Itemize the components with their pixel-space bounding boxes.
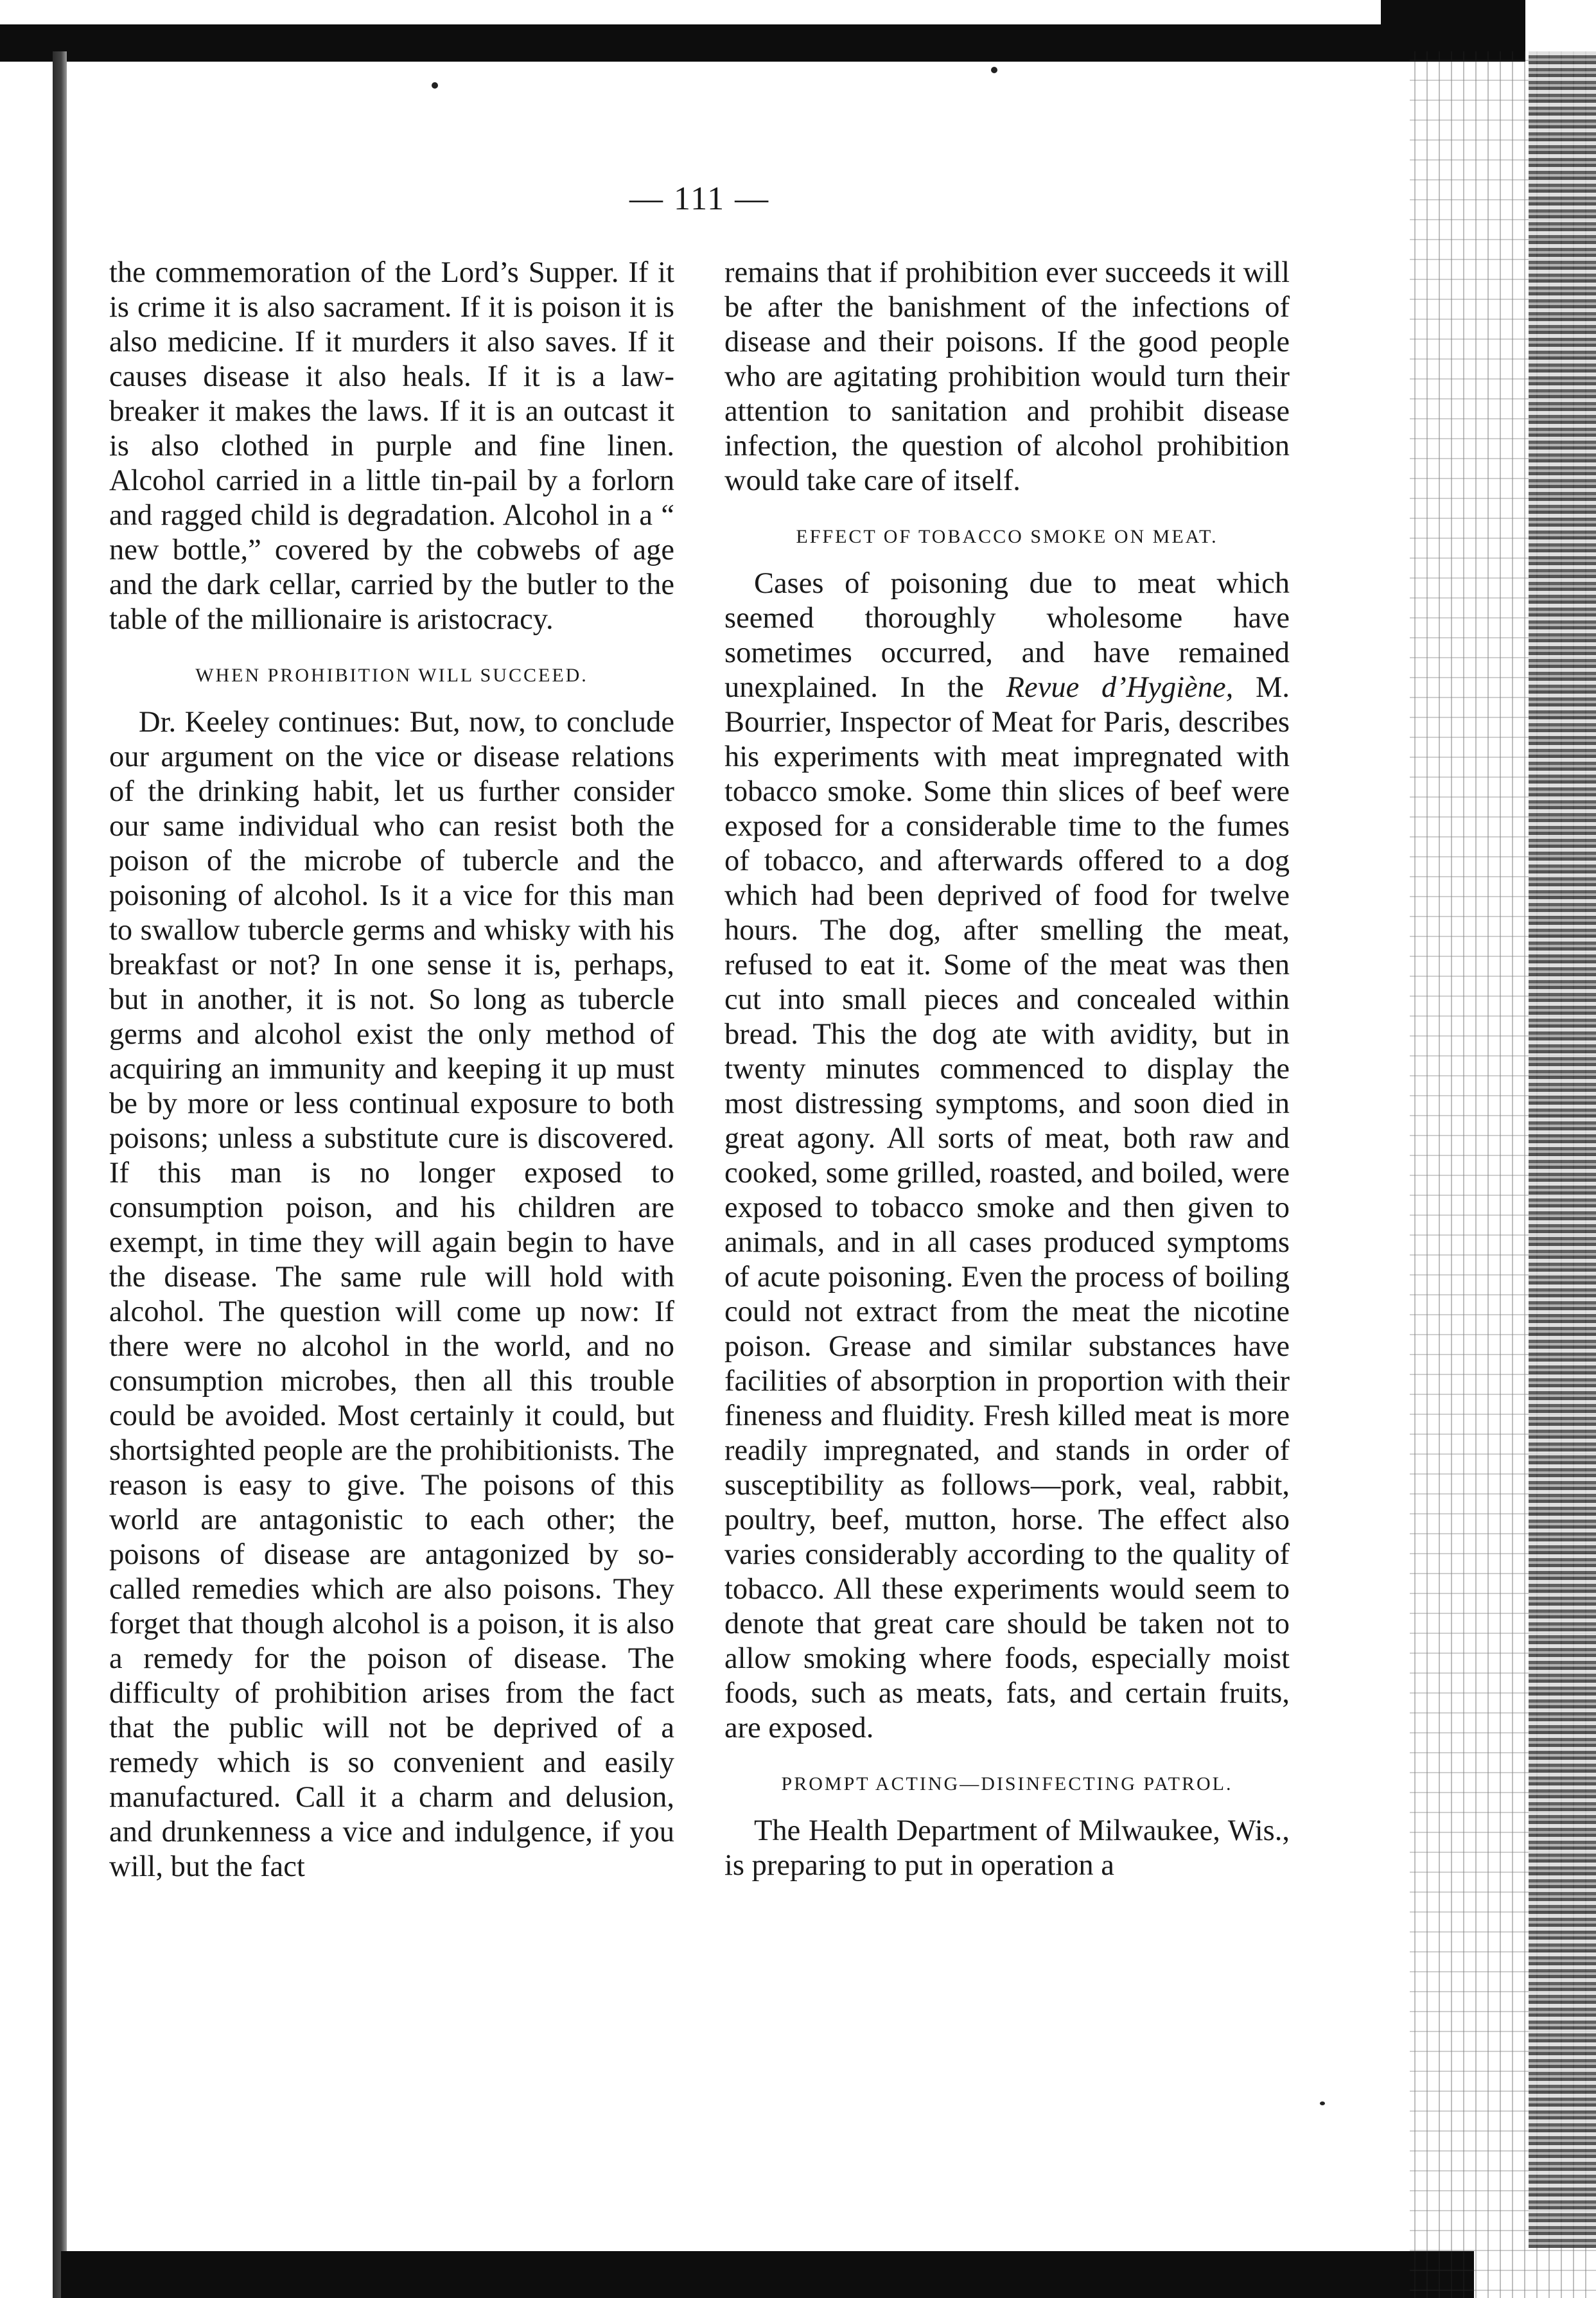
- scan-bottom-border: [61, 2251, 1474, 2298]
- section-heading: PROMPT ACTING—DISINFECTING PATROL.: [781, 1773, 1233, 1794]
- paragraph: The Health Department of Milwaukee, Wis., is preparing to put in operation a: [724, 1814, 1290, 1882]
- paragraph: [724, 566, 1290, 1746]
- section-heading: WHEN PROHIBITION WILL SUCCEED.: [195, 665, 588, 686]
- paragraph: Dr. Keeley continues: But, now, to conclude our argument on the vice or disease relations of the drinking habit, let us further consider our same individual who can resist both the poison of the microbe of tubercle and the poisoning of alcohol. Is it a vice for this man to swallow tubercle germs and whisky with his breakfast or not? In one sense it is, perhaps, but in another, it is not. So long as tubercle germs and alcohol exist the only method of acquiring an immunity and keeping it up must be by more or less continual exposure to both poisons; unless a substitute cure is discovered. If this man is no longer exposed to consumption poison, and his children are exempt, in time they will again begin to have the disease. The same rule will hold with alcohol. The question will come up now: If there were no alcohol in the world, and no consumption microbes, then all this trouble could be avoided. Most certainly it could, but shortsighted people are the prohibitionists. The reason is easy to give. The poisons of this world are antagonistic to each other; the poisons of disease are antagonized by so-called remedies which are also poisons. They forget that though alcohol is a poison, it is also a remedy for the poison of disease. The difficulty of prohibition arises from the fact that the public will not be deprived of a remedy which is so convenient and easily manufactured. Call it a charm and delusion, and drunkenness a vice and indulgence, if you will, but the fact: [109, 706, 674, 1883]
- scan-speck: [991, 67, 997, 73]
- left-column: [109, 256, 674, 1884]
- scan-right-edge-noise: [1529, 51, 1596, 2248]
- page-number: — 111 —: [629, 180, 770, 217]
- right-column: [724, 256, 1290, 1883]
- journal-title: Revue d’Hygiène,: [1006, 671, 1234, 704]
- paragraph-text: M. Bourrier, Inspector of Meat for Paris, describes his experiments with meat impregnated with tobacco smoke. Some thin slices of beef were exposed for a considerable time to the fumes of tobacco, and afterwards offered to a dog which had been deprived of food for twelve hours. The dog, after smelling the meat, refused to eat it. Some of the meat was then cut into small pieces and concealed within bread. This the dog ate with avidity, but in twenty minutes commenced to display the most distressing symptoms, and soon died in great agony. All sorts of meat, both raw and cooked, some grilled, roasted, and boiled, were exposed to tobacco smoke and then given to animals, and in all cases produced symptoms of acute poisoning. Even the process of boiling could not extract from the meat the nicotine poison. Grease and similar substances have facilities of absorption in proportion with their fineness and fluidity. Fresh killed meat is more readily impregnated, and stands in order of susceptibility as follows—pork, veal, rabbit, poultry, beef, mutton, horse. The effect also varies considerably according to the quality of tobacco. All these experiments would seem to denote that great care should be taken not to allow smoking where foods, especially moist foods, such as meats, fats, and certain fruits, are exposed.: [724, 671, 1290, 1744]
- scan-speck: [432, 82, 438, 89]
- paragraph: remains that if prohibition ever succeeds it will be after the banishment of the infections of disease and their poisons. If the good people who are agitating prohibition would turn their attention to sanitation and prohibit disease infection, the question of alcohol prohibition would take care of itself.: [724, 256, 1290, 497]
- scan-top-border-corner: [1381, 0, 1525, 50]
- scan-top-border: [0, 24, 1525, 62]
- paragraph: the commemoration of the Lord’s Supper. If it is crime it is also sacrament. If it is poison it is also medicine. If it murders it also saves. If it causes disease it also heals. If it is a law-breaker it makes the laws. If it is an outcast it is also clothed in purple and fine linen. Alcohol carried in a little tin-pail by a forlorn and ragged child is degradation. Alcohol in a “ new bottle,” covered by the cobwebs of age and the dark cellar, carried by the butler to the table of the millionaire is aristocracy.: [109, 256, 674, 636]
- paragraph-text: Cases of poisoning due to meat which seemed thoroughly wholesome have sometimes occurred, and have remained unexplained. In the: [724, 567, 1290, 704]
- section-heading: EFFECT OF TOBACCO SMOKE ON MEAT.: [796, 526, 1218, 547]
- scan-speck: [1320, 2101, 1325, 2105]
- scan-left-edge: [53, 51, 67, 2298]
